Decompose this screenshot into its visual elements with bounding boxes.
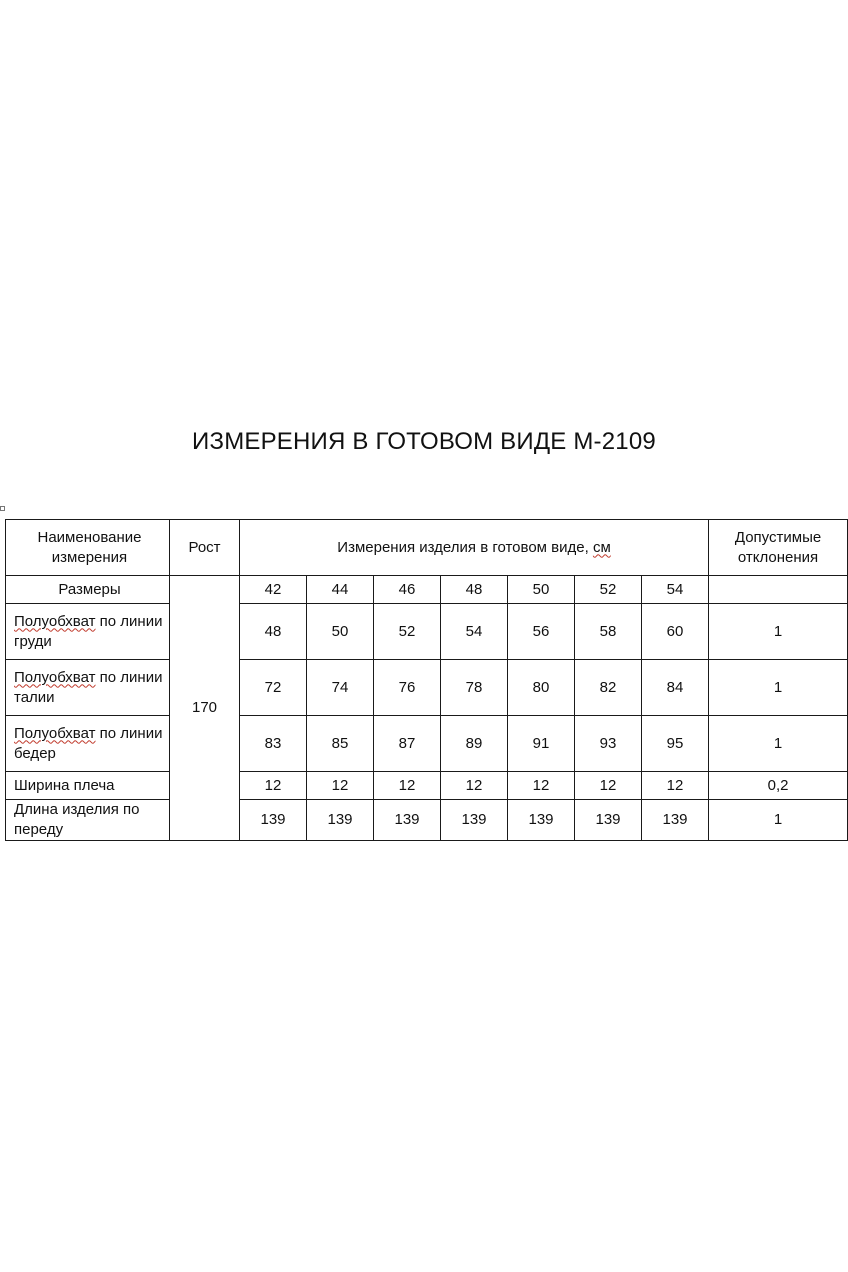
tolerance-cell: 1 xyxy=(709,716,848,772)
value-cell: 12 xyxy=(508,772,575,800)
value-cell: 139 xyxy=(374,800,441,841)
value-cell: 56 xyxy=(508,604,575,660)
page-title: ИЗМЕРЕНИЯ В ГОТОВОМ ВИДЕ М-2109 xyxy=(192,428,656,455)
value-cell: 12 xyxy=(374,772,441,800)
value-cell: 12 xyxy=(441,772,508,800)
size-cell: 42 xyxy=(240,576,307,604)
value-cell: 89 xyxy=(441,716,508,772)
header-measurements-cell xyxy=(240,520,709,576)
value-cell: 48 xyxy=(240,604,307,660)
tolerance-cell: 1 xyxy=(709,604,848,660)
value-cell: 82 xyxy=(575,660,642,716)
measurements-table xyxy=(5,519,848,841)
value-cell: 84 xyxy=(642,660,709,716)
value-cell: 139 xyxy=(240,800,307,841)
table-row xyxy=(6,716,848,772)
value-cell: 50 xyxy=(307,604,374,660)
value-cell: 76 xyxy=(374,660,441,716)
value-cell: 74 xyxy=(307,660,374,716)
value-cell: 139 xyxy=(642,800,709,841)
value-cell: 139 xyxy=(307,800,374,841)
measurement-name-first: Полуобхват xyxy=(14,612,96,630)
measurement-name-rest: по линии груди xyxy=(14,612,163,650)
height-value-cell: 170 xyxy=(170,576,240,841)
header-measurements-label: Измерения изделия в готовом виде, xyxy=(337,538,589,556)
value-cell: 58 xyxy=(575,604,642,660)
value-cell: 60 xyxy=(642,604,709,660)
table-move-handle-icon[interactable] xyxy=(0,506,5,511)
measurement-name-cell xyxy=(6,800,170,841)
measurement-name-rest: по линии бедер xyxy=(14,724,163,762)
sizes-row xyxy=(6,576,848,604)
value-cell: 139 xyxy=(441,800,508,841)
value-cell: 12 xyxy=(575,772,642,800)
table-header-row xyxy=(6,520,848,576)
value-cell: 12 xyxy=(642,772,709,800)
measurement-name-cell xyxy=(6,716,170,772)
value-cell: 80 xyxy=(508,660,575,716)
measurement-name-cell xyxy=(6,772,170,800)
header-unit-label: см xyxy=(592,538,611,556)
size-cell: 50 xyxy=(508,576,575,604)
table-row xyxy=(6,800,848,841)
table-row xyxy=(6,772,848,800)
header-name-cell: Наименование измерения xyxy=(6,520,170,576)
value-cell: 78 xyxy=(441,660,508,716)
measurement-name-first: Ширина плеча xyxy=(14,776,115,794)
measurement-name-cell xyxy=(6,604,170,660)
size-cell: 48 xyxy=(441,576,508,604)
value-cell: 85 xyxy=(307,716,374,772)
tolerance-empty-cell xyxy=(709,576,848,604)
value-cell: 139 xyxy=(508,800,575,841)
value-cell: 83 xyxy=(240,716,307,772)
size-cell: 44 xyxy=(307,576,374,604)
sizes-label-cell: Размеры xyxy=(6,576,170,604)
tolerance-cell: 1 xyxy=(709,660,848,716)
value-cell: 87 xyxy=(374,716,441,772)
value-cell: 52 xyxy=(374,604,441,660)
size-cell: 52 xyxy=(575,576,642,604)
measurement-name-first: Полуобхват xyxy=(14,668,96,686)
value-cell: 12 xyxy=(307,772,374,800)
value-cell: 91 xyxy=(508,716,575,772)
value-cell: 95 xyxy=(642,716,709,772)
tolerance-cell: 1 xyxy=(709,800,848,841)
header-height-cell: Рост xyxy=(170,520,240,576)
value-cell: 93 xyxy=(575,716,642,772)
tolerance-cell: 0,2 xyxy=(709,772,848,800)
measurement-name-cell xyxy=(6,660,170,716)
measurement-name-rest: по линии талии xyxy=(14,668,163,706)
value-cell: 139 xyxy=(575,800,642,841)
table-row xyxy=(6,660,848,716)
header-tolerance-cell: Допустимые отклонения xyxy=(709,520,848,576)
value-cell: 72 xyxy=(240,660,307,716)
measurement-name-first: Длина изделия по переду xyxy=(14,801,140,838)
size-cell: 54 xyxy=(642,576,709,604)
size-cell: 46 xyxy=(374,576,441,604)
table-row xyxy=(6,604,848,660)
measurement-name-first: Полуобхват xyxy=(14,724,96,742)
value-cell: 12 xyxy=(240,772,307,800)
value-cell: 54 xyxy=(441,604,508,660)
